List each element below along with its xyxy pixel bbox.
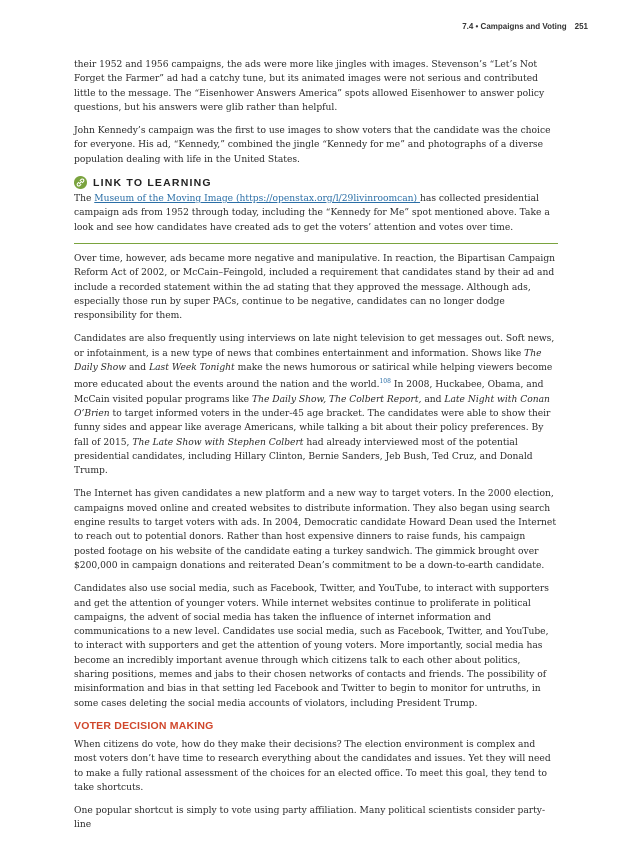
callout-text-after: has collected presidential campaign ads from 1952 through today, including the “Kennedy for Me” spot mentioned above. Take a look and see how candidates have created ads to get the voters’ attention and votes over time. — [74, 194, 550, 233]
callout-text — [74, 192, 558, 235]
paragraph — [74, 332, 558, 478]
show-title: Late Night with Conan O’Brien — [74, 394, 550, 419]
text-segment: make the news humorous or satirical while helping viewers become more educated about the events around the nation and the world. — [74, 363, 553, 391]
page-content — [74, 58, 558, 842]
paragraph: The Internet has given candidates a new platform and a new way to target voters. In the 2000 election, campaigns moved online and created websites to distribute information. They also began using search engine results to target voters with ads. In 2004, Democratic candidate Howard Dean used the Internet to reach out to potential donors. Rather than host expensive dinners to raise funds, his campaign posted footage on his website of the candidate eating a turkey sandwich. The gimmick brought over $200,000 in campaign donations and reiterated Dean’s commitment to be a down-to-earth candidate. — [74, 489, 556, 571]
show-title: The Daily Show — [74, 348, 542, 374]
callout-title: LINK TO LEARNING — [93, 176, 212, 189]
show-title: Last Week Tonight — [149, 363, 235, 374]
paragraph: their 1952 and 1956 campaigns, the ads were more like jingles with images. Stevenson’s “Let’s Not Forget the Farmer” ad had a catchy tune, but its animated images were not serious and contributed little to the message. The “Eisenhower Answers America” spots allowed Eisenhower to answer policy questions, but his answers were glib rather than helpful. — [74, 60, 545, 113]
running-header — [462, 22, 588, 31]
museum-link[interactable]: Museum of the Moving Image (https://openstax.org/l/29livinroomcan) — [94, 194, 421, 205]
link-to-learning-callout — [74, 176, 558, 244]
paragraph: Over time, however, ads became more negative and manipulative. In reaction, the Bipartisan Campaign Reform Act of 2002, or McCain–Feingold, included a requirement that candidates stand by their ad and include a recorded statement within the ad stating that they approved the message. Although ads, especially those run by super PACs, continue to be negative, candidates can no longer dodge responsibility for them. — [74, 253, 556, 322]
text-segment: had already interviewed most of the potential presidential candidates, including Hillary Clinton, Bernie Sanders, Jeb Bush, Ted Cruz, and Donald Trump. — [74, 437, 533, 477]
paragraph: John Kennedy’s campaign was the first to use images to show voters that the candidate was the choice for everyone. His ad, “Kennedy,” combined the jingle “Kennedy for me” and photographs of a diverse population dealing with life in the United States. — [74, 126, 551, 165]
callout-heading — [74, 176, 558, 189]
section-title: 7.4 • Campaigns and Voting — [462, 22, 567, 31]
footnote-ref[interactable]: 108 — [379, 378, 391, 386]
text-segment: In 2008, Huckabee, Obama, and McCain visited popular programs like — [74, 380, 544, 405]
paragraph: When citizens do vote, how do they make their decisions? The election environment is complex and most voters don’t have time to research everything about the candidates and issues. Yet they will need to make a fully rational assessment of the choices for an elected office. To meet this goal, they tend to take shortcuts. — [74, 739, 551, 793]
section-heading: VOTER DECISION MAKING — [74, 719, 214, 732]
text-segment: and — [421, 394, 445, 405]
text-segment: to target informed voters in the under-45 age bracket. The candidates were able to show their funny sides and appear like average Americans, while talking a bit about their policy preferences. By fall of 2015, — [74, 408, 551, 448]
paragraph: Candidates also use social media, such as Facebook, Twitter, and YouTube, to interact with supporters and get the attention of younger voters. While internet websites continue to proliferate in political campaigns, the advent of social media has taken the influence of internet information and communications to a new level. Candidates use social media, such as Facebook, Twitter, and YouTube, to interact with supporters and get the attention of young voters. More importantly, social media has become an incredibly important avenue through which citizens talk to each other about politics, sharing positions, memes and jabs to their chosen networks of contacts and friends. The possibility of misinformation and bias in that setting led Facebook and Twitter to begin to monitor for untruths, in some cases deleting the social media accounts of violators, including President Trump. — [74, 584, 549, 709]
page-number: 251 — [574, 22, 588, 31]
show-title: The Late Show with Stephen Colbert — [132, 437, 304, 448]
text-segment: and — [126, 363, 150, 374]
paragraph: One popular shortcut is simply to vote using party affiliation. Many political scientists consider party-line — [74, 806, 546, 831]
callout-divider — [74, 243, 558, 244]
link-icon — [74, 176, 87, 189]
text-segment: Candidates are also frequently using interviews on late night television to get messages out. Soft news, or infotainment, is a new type of news that combines entertainment and information. Shows like — [74, 334, 555, 359]
show-title: The Daily Show, The Colbert Report, — [251, 394, 422, 405]
callout-text-before: The — [74, 194, 95, 205]
